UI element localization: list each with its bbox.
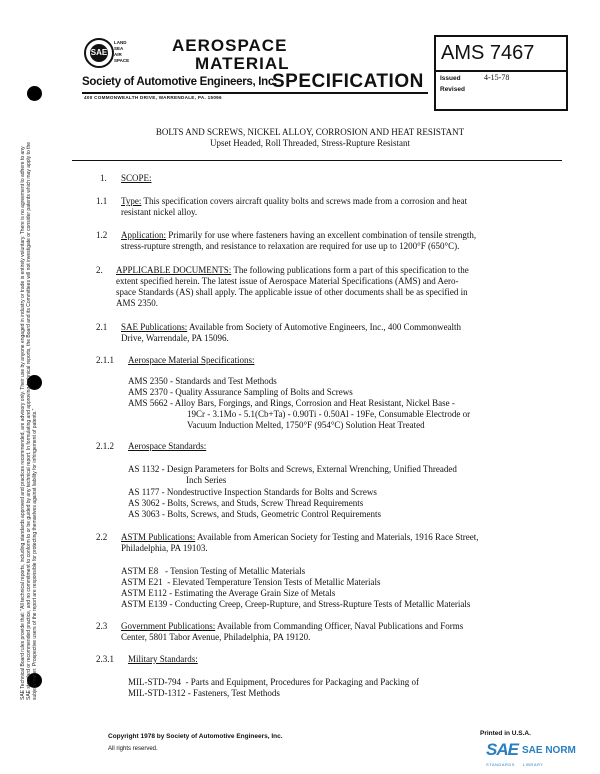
section-label: Aerospace Material Specifications: — [128, 355, 255, 365]
list-item-continuation: Vacuum Induction Melted, 1750°F (954°C) Solution Heat Treated — [187, 420, 425, 430]
list-item: AMS 2370 - Quality Assurance Sampling of Bolts and Screws — [128, 387, 353, 397]
side-notice-text: SAE Technical Board rules provide that: "All technical reports, including standards approved and practices recommended, are advisory only. Their use by anyone engaged in industry or trade is entirely voluntary. There is no agreement to adhere to any SAE standard or recommended practice, and no commitment to conform to or be guided by any technical report. In formulating and approving technical reports, the Board and its Committees will not investigate or consider patents which may apply to the subject matter. Prospective users of the report are responsible for protecting themselves against liability for infringement of patents." — [20, 141, 38, 700]
list-item: ASTM E8 - Tension Testing of Metallic Materials — [121, 566, 306, 576]
issued-date: 4-15-78 — [484, 73, 510, 82]
section-heading-scope: SCOPE: — [121, 173, 152, 183]
sae-logo-icon — [84, 38, 114, 68]
section-number: 1.2 — [96, 230, 108, 240]
copyright-text: Copyright 1978 by Society of Automotive Engineers, Inc. — [108, 733, 283, 740]
section-text: stress-rupture strength, and resistance to relaxation are required for use up to 1200°F (650°C). — [121, 241, 460, 251]
section-number: 2. — [96, 265, 103, 275]
section-number: 1. — [100, 173, 107, 183]
section-text: Available from Society of Automotive Engineers, Inc., 400 Commonwealth — [189, 322, 462, 332]
watermark-logo: SAE — [486, 740, 518, 759]
section-2-3 — [121, 621, 561, 632]
section-label: Application: — [121, 230, 166, 240]
list-item: ASTM E21 - Elevated Temperature Tension Tests of Metallic Materials — [121, 577, 381, 587]
section-label: ASTM Publications: — [121, 532, 196, 542]
title-material: MATERIAL — [195, 54, 290, 73]
section-label: Aerospace Standards: — [128, 441, 207, 451]
section-label: APPLICABLE DOCUMENTS: — [116, 265, 232, 275]
list-item: AS 3063 - Bolts, Screws, and Studs, Geometric Control Requirements — [128, 509, 381, 519]
header-rule — [82, 92, 428, 94]
section-text: This specification covers aircraft quality bolts and screws made from a corrosion and heat — [143, 196, 468, 206]
section-text: Philadelphia, PA 19103. — [121, 543, 208, 553]
section-number: 2.1.2 — [96, 441, 114, 451]
list-item: AMS 5662 - Alloy Bars, Forgings, and Rings, Corrosion and Heat Resistant, Nickel Base - — [128, 398, 455, 408]
section-text: Primarily for use where fasteners having an excellent combination of tensile strength, — [168, 230, 477, 240]
logo-word: SPACE — [114, 58, 130, 63]
side-notice — [20, 140, 38, 700]
ams-number: AMS 7467 — [441, 42, 535, 64]
section-number: 2.3 — [96, 621, 108, 631]
section-text: space Standards (AS) shall apply. The applicable issue of other documents shall be as specified in — [116, 287, 468, 297]
section-text: The following publications form a part of this specification to the — [233, 265, 469, 275]
section-label: Military Standards: — [128, 654, 198, 664]
doc-title-line2: Upset Headed, Roll Threaded, Stress-Rupture Resistant — [209, 138, 411, 148]
logo-word: SEA — [114, 46, 124, 51]
watermark-text: SAE NORM — [522, 745, 576, 756]
section-text: resistant nickel alloy. — [121, 207, 198, 217]
section-number: 2.2 — [96, 532, 108, 542]
title-aerospace: AEROSPACE — [172, 36, 288, 55]
ams-box-divider — [434, 70, 568, 72]
section-text: AMS 2350. — [116, 298, 159, 308]
section-2-2 — [121, 532, 561, 543]
section-1-1 — [121, 196, 561, 207]
section-label: SAE Publications: — [121, 322, 188, 332]
section-text: Available from American Society for Testing and Materials, 1916 Race Street, — [197, 532, 479, 542]
section-label: Type: — [121, 196, 142, 206]
section-text: extent specified herein. The latest issue of Aerospace Material Specifications (AMS) and Aero- — [116, 276, 459, 286]
section-number: 2.3.1 — [96, 654, 114, 664]
logo-letters: SAE — [90, 44, 108, 62]
list-item: ASTM E112 - Estimating the Average Grain Size of Metals — [121, 588, 336, 598]
org-address: 400 COMMONWEALTH DRIVE, WARRENDALE, PA. 15096 — [84, 95, 222, 100]
section-text: Drive, Warrendale, PA 15096. — [121, 333, 229, 343]
org-name: Society of Automotive Engineers, Inc. — [82, 76, 277, 88]
section-text: Available from Commanding Officer, Naval Publications and Forms — [217, 621, 464, 631]
list-item: MIL-STD-1312 - Fasteners, Test Methods — [128, 688, 280, 698]
binder-hole-top — [27, 86, 42, 101]
section-2 — [116, 265, 561, 276]
list-item-continuation: 19Cr - 3.1Mo - 5.1(Cb+Ta) - 0.90Ti - 0.50Al - 19Fe, Consumable Electrode or — [187, 409, 471, 419]
section-number: 2.1 — [96, 322, 108, 332]
list-item-continuation: Inch Series — [186, 475, 227, 485]
logo-word: LAND — [114, 40, 127, 45]
list-item: AMS 2350 - Standards and Test Methods — [128, 376, 277, 386]
section-number: 1.1 — [96, 196, 108, 206]
watermark-subtext: STANDARDS LIBRARY — [486, 762, 544, 767]
section-1-2 — [121, 230, 561, 241]
list-item: MIL-STD-794 - Parts and Equipment, Procedures for Packaging and Packing of — [128, 677, 419, 687]
section-number: 2.1.1 — [96, 355, 114, 365]
title-rule — [72, 160, 562, 161]
logo-word: AIR — [114, 52, 122, 57]
title-specification: SPECIFICATION — [272, 71, 424, 92]
logo-text — [114, 40, 142, 64]
section-2-1 — [121, 322, 561, 333]
printed-text: Printed in U.S.A. — [480, 730, 531, 737]
doc-title-line1: BOLTS AND SCREWS, NICKEL ALLOY, CORROSION AND HEAT RESISTANT — [155, 127, 465, 137]
list-item: ASTM E139 - Conducting Creep, Creep-Rupture, and Stress-Rupture Tests of Metallic Materials — [121, 599, 471, 609]
list-item: AS 1132 - Design Parameters for Bolts and Screws, External Wrenching, Unified Threaded — [128, 464, 457, 474]
section-label: Government Publications: — [121, 621, 216, 631]
rights-text: All rights reserved. — [108, 746, 158, 752]
revised-label: Revised — [440, 86, 465, 93]
list-item: AS 1177 - Nondestructive Inspection Standards for Bolts and Screws — [128, 487, 377, 497]
section-text: Center, 5801 Tabor Avenue, Philadelphia, PA 19120. — [121, 632, 311, 642]
list-item: AS 3062 - Bolts, Screws, and Studs, Screw Thread Requirements — [128, 498, 364, 508]
issued-label: Issued — [440, 75, 461, 82]
